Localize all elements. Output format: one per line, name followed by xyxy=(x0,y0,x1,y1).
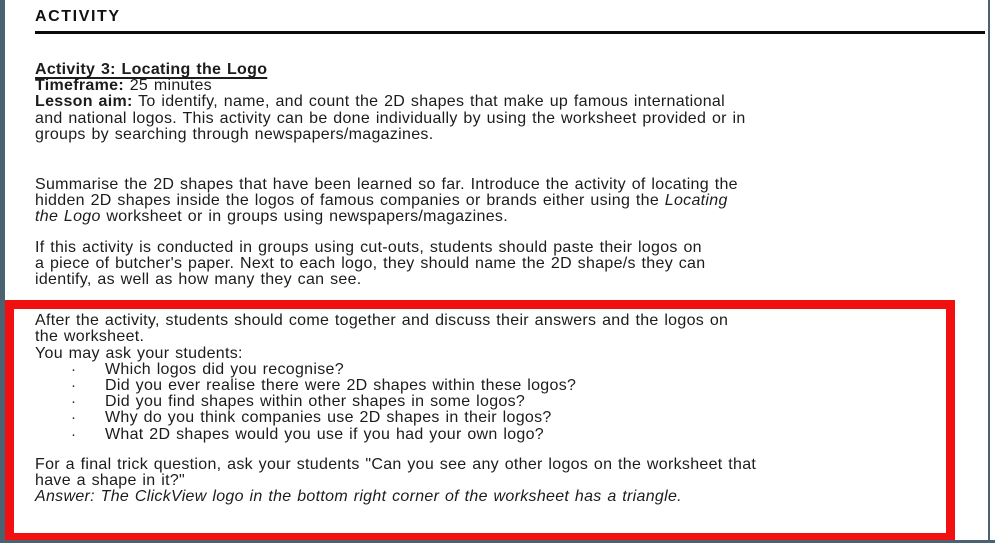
red-highlight-box xyxy=(5,300,955,542)
blank-line xyxy=(35,443,938,457)
question-item xyxy=(35,427,938,443)
lesson-aim-line1 xyxy=(35,94,985,110)
question-item xyxy=(35,410,938,426)
discussion-line1: After the activity, students should come together and discuss their answers and the logos on xyxy=(35,312,729,330)
question-text: Did you ever realise there were 2D shapes within these logos? xyxy=(105,377,577,395)
summarise-line3 xyxy=(35,209,985,225)
lesson-aim-line2: and national logos. This activity can be done individually by using the worksheet provided or in xyxy=(35,109,746,127)
question-text: Did you find shapes within other shapes in some logos? xyxy=(105,393,526,411)
worksheet-name-part2: the Logo xyxy=(35,208,101,226)
worksheet-name-part1: Locating xyxy=(664,192,728,210)
timeframe-value: 25 minutes xyxy=(123,77,212,95)
groups-line3: identify, as well as how many they can see. xyxy=(35,271,362,289)
question-prompt: You may ask your students: xyxy=(35,344,243,362)
heading-rule xyxy=(35,31,985,34)
summarise-line3-text: worksheet or in groups using newspapers/magazines. xyxy=(100,208,508,226)
summarise-line2 xyxy=(35,193,985,209)
summarise-line2-text: hidden 2D shapes inside the logos of famous companies or brands either using the xyxy=(35,192,665,210)
answer-line: Answer: The ClickView logo in the bottom right corner of the worksheet has a triangle. xyxy=(35,488,682,506)
timeframe-label: Timeframe: xyxy=(35,77,124,95)
activity-intro xyxy=(35,62,985,143)
trick-question-line1: For a final trick question, ask your students "Can you see any other logos on the worksheet that xyxy=(35,455,757,473)
bullet-icon: · xyxy=(71,409,77,427)
question-item xyxy=(35,378,938,394)
page-right-border-line xyxy=(988,0,990,543)
question-text: Why do you think companies use 2D shapes in their logos? xyxy=(105,409,552,427)
bullet-icon: · xyxy=(71,425,77,443)
lesson-aim-label: Lesson aim: xyxy=(35,93,133,111)
question-item xyxy=(35,362,938,378)
bullet-icon: · xyxy=(71,360,77,378)
activity-title: Activity 3: Locating the Logo xyxy=(35,61,268,78)
question-item xyxy=(35,394,938,410)
bullet-icon: · xyxy=(71,377,77,395)
groups-line1: If this activity is conducted in groups using cut-outs, students should paste their logos on xyxy=(35,238,702,256)
section-heading: ACTIVITY xyxy=(35,8,121,25)
groups-line2: a piece of butcher's paper. Next to each logo, they should name the 2D shape/s they can xyxy=(35,254,706,272)
question-text: What 2D shapes would you use if you had your own logo? xyxy=(105,425,545,443)
groups-paragraph xyxy=(35,240,985,289)
lesson-aim-line3: groups by searching through newspapers/magazines. xyxy=(35,125,434,143)
lesson-aim-text1: To identify, name, and count the 2D shapes that make up famous international xyxy=(132,93,725,111)
summarise-paragraph xyxy=(35,177,985,226)
summarise-line1: Summarise the 2D shapes that have been learned so far. Introduce the activity of locating the xyxy=(35,176,738,194)
question-text: Which logos did you recognise? xyxy=(105,360,344,378)
page-left-accent-bar xyxy=(0,0,5,543)
bullet-icon: · xyxy=(71,393,77,411)
trick-question-line2: have a shape in it?" xyxy=(35,472,185,490)
timeframe-line xyxy=(35,78,985,94)
discussion-line2: the worksheet. xyxy=(35,328,145,346)
